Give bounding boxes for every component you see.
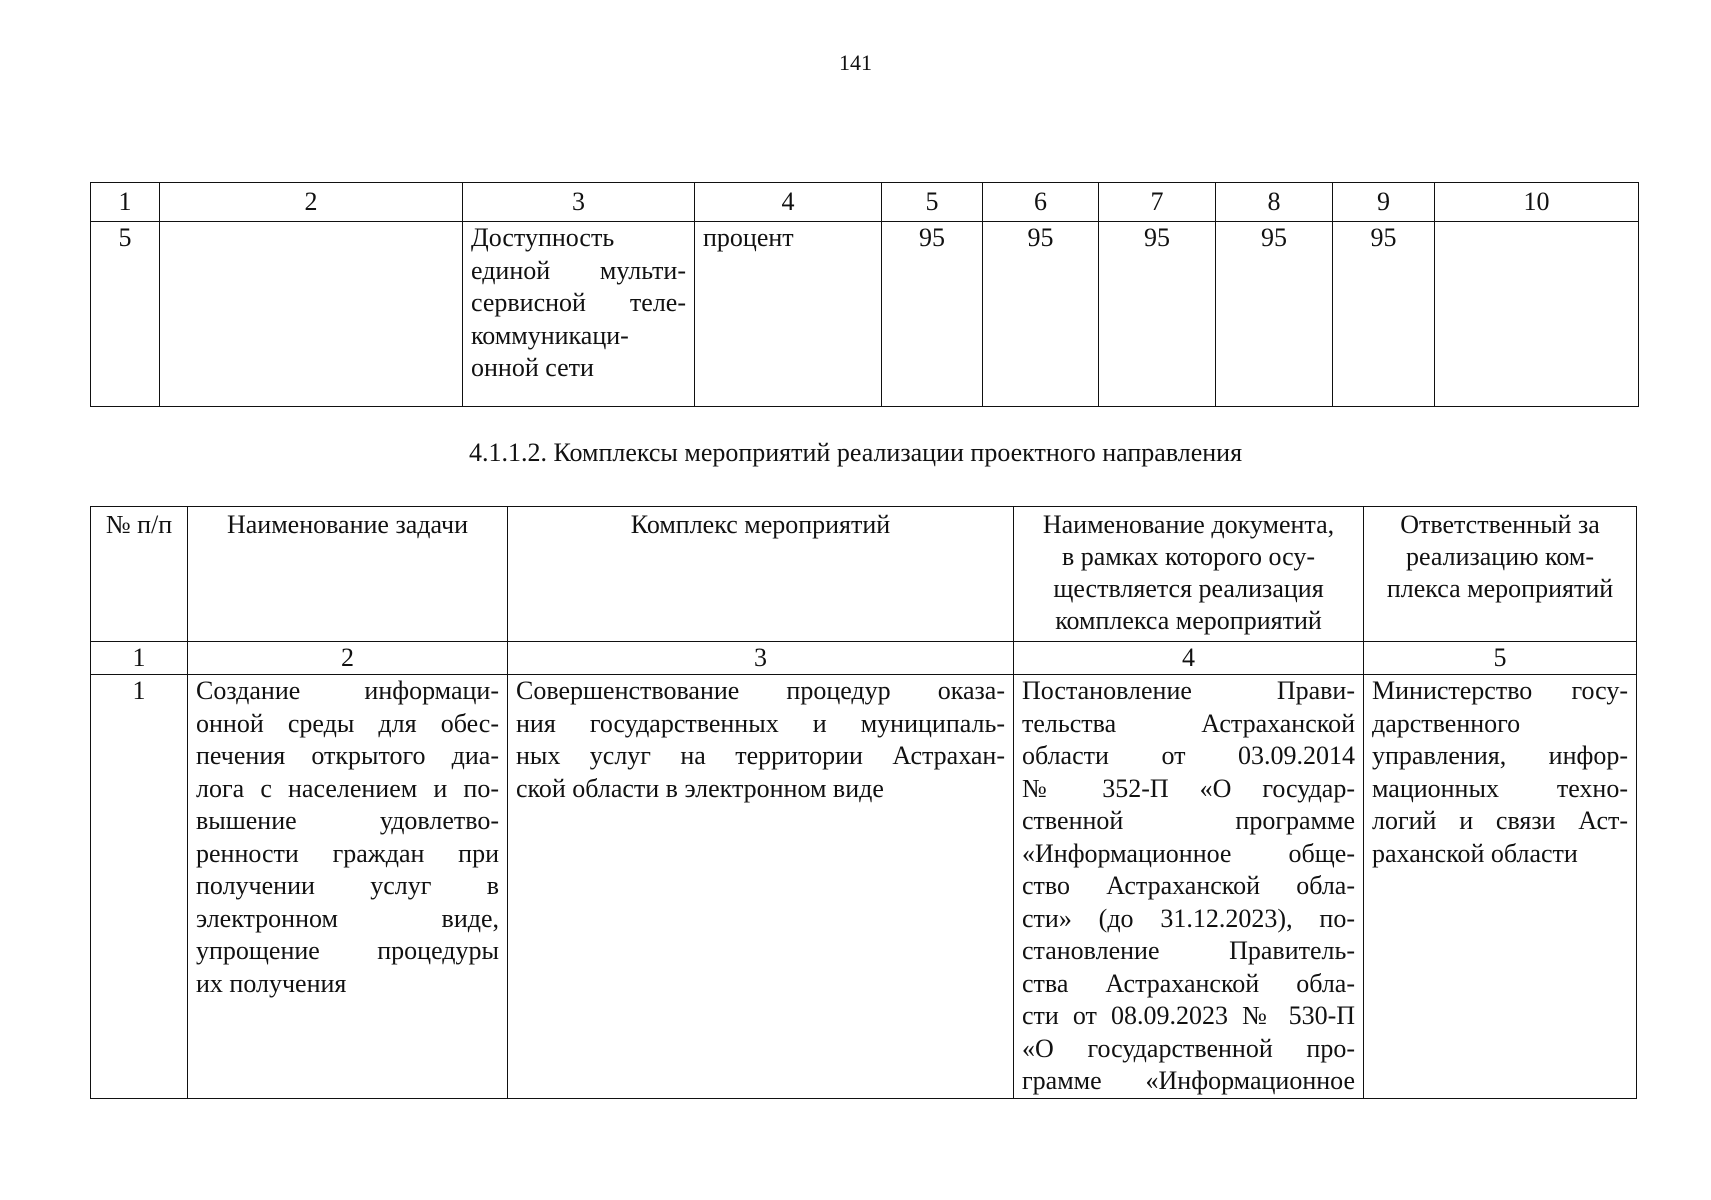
column-number: 1 (91, 183, 160, 222)
document-line: сти от 08.09.2023 № 530-П (1022, 1001, 1355, 1030)
document-line: Постановление Прави- (1022, 676, 1355, 705)
document-line: № 352-П «О государ- (1022, 773, 1355, 803)
document-line: «Информационное обще- (1022, 838, 1355, 868)
header-document-line: в рамках которого осу- (1061, 542, 1316, 571)
indicator-line: единой мульти- (471, 255, 686, 285)
task-line: их получения (196, 968, 347, 998)
row-number: 5 (91, 222, 160, 407)
document-line: сти» (до 31.12.2023), по- (1022, 903, 1355, 933)
header-document-line: комплекса мероприятий (1055, 606, 1322, 635)
row-number: 1 (91, 675, 188, 1099)
column-number: 1 (91, 642, 188, 675)
responsible-line: дарственного (1372, 708, 1521, 738)
responsible-line: Министерство госу- (1372, 676, 1628, 705)
value-cell: 95 (983, 222, 1099, 407)
column-number: 5 (1364, 642, 1637, 675)
indicator-line: сервисной теле- (471, 288, 686, 317)
responsible-line: мационных техно- (1372, 773, 1628, 803)
activity-line: ных услуг на территории Астрахан- (516, 741, 1005, 770)
document-line: «О государственной про- (1022, 1033, 1355, 1063)
header-activities: Комплекс мероприятий (508, 507, 1014, 642)
empty-cell (160, 222, 463, 407)
activity-line: Совершенствование процедур оказа- (516, 676, 1005, 705)
column-number: 2 (160, 183, 463, 222)
header-number: № п/п (91, 507, 188, 642)
activity-row (91, 675, 1637, 1099)
document-line: ство Астраханской обла- (1022, 871, 1355, 900)
task-cell (188, 675, 508, 1099)
document-line: грамме «Информационное (1022, 1066, 1355, 1095)
section-title: 4.1.1.2. Комплексы мероприятий реализации проектного направления (468, 438, 1243, 467)
column-number: 3 (463, 183, 695, 222)
task-line: электронном виде, (196, 903, 499, 933)
column-number: 9 (1333, 183, 1435, 222)
responsible-line: раханской области (1372, 838, 1578, 868)
empty-cell (1435, 222, 1639, 407)
indicator-row (91, 222, 1639, 407)
header-responsible-line: плекса мероприятий (1386, 574, 1614, 603)
task-line: получении услуг в (196, 871, 499, 900)
document-cell (1014, 675, 1364, 1099)
indicator-name (463, 222, 695, 407)
task-line: вышение удовлетво- (196, 806, 499, 835)
responsible-cell (1364, 675, 1637, 1099)
document-line: тельства Астраханской (1022, 708, 1355, 738)
page-number: 141 (839, 50, 872, 75)
task-line: онной среды для обес- (196, 708, 499, 738)
value-cell: 95 (1099, 222, 1216, 407)
indicator-line: коммуникаци- (471, 320, 629, 350)
activities-table-header (90, 506, 1637, 642)
column-number: 8 (1216, 183, 1333, 222)
indicators-table (90, 182, 1639, 407)
column-number: 2 (188, 642, 508, 675)
header-responsible-line: реализацию ком- (1405, 542, 1594, 571)
header-document-line: ществляется реализация (1053, 574, 1324, 603)
column-number: 4 (1014, 642, 1364, 675)
document-line: области от 03.09.2014 (1022, 741, 1355, 770)
indicator-line: онной сети (471, 353, 594, 382)
column-numbers-row (91, 642, 1637, 675)
column-number: 6 (983, 183, 1099, 222)
unit-cell: процент (695, 222, 882, 407)
activity-cell (508, 675, 1014, 1099)
header-task: Наименование задачи (188, 507, 508, 642)
document-line: ственной программе (1022, 806, 1355, 835)
task-line: ренности граждан при (196, 838, 499, 868)
task-line: печения открытого диа- (196, 741, 499, 770)
responsible-line: управления, инфор- (1372, 741, 1628, 770)
task-line: упрощение процедуры (196, 936, 499, 965)
activities-header-row (91, 507, 1637, 642)
header-document (1014, 507, 1364, 642)
task-line: лога с населением и по- (196, 773, 499, 803)
value-cell: 95 (1216, 222, 1333, 407)
column-number: 10 (1435, 183, 1639, 222)
indicator-line: Доступность (471, 223, 615, 252)
value-cell: 95 (882, 222, 983, 407)
document-line: ства Астраханской обла- (1022, 968, 1355, 998)
column-number: 5 (882, 183, 983, 222)
column-number: 3 (508, 642, 1014, 675)
header-responsible (1364, 507, 1637, 642)
activity-line: ской области в электронном виде (516, 773, 884, 803)
responsible-line: логий и связи Аст- (1372, 806, 1628, 835)
value-cell: 95 (1333, 222, 1435, 407)
indicators-header-row (91, 183, 1639, 222)
activity-line: ния государственных и муниципаль- (516, 708, 1005, 738)
activities-table (90, 641, 1637, 1099)
column-number: 4 (695, 183, 882, 222)
header-document-line: Наименование документа, (1042, 510, 1335, 539)
document-line: становление Правитель- (1022, 936, 1355, 965)
header-responsible-line: Ответственный за (1400, 510, 1600, 539)
task-line: Создание информаци- (196, 676, 499, 705)
column-number: 7 (1099, 183, 1216, 222)
